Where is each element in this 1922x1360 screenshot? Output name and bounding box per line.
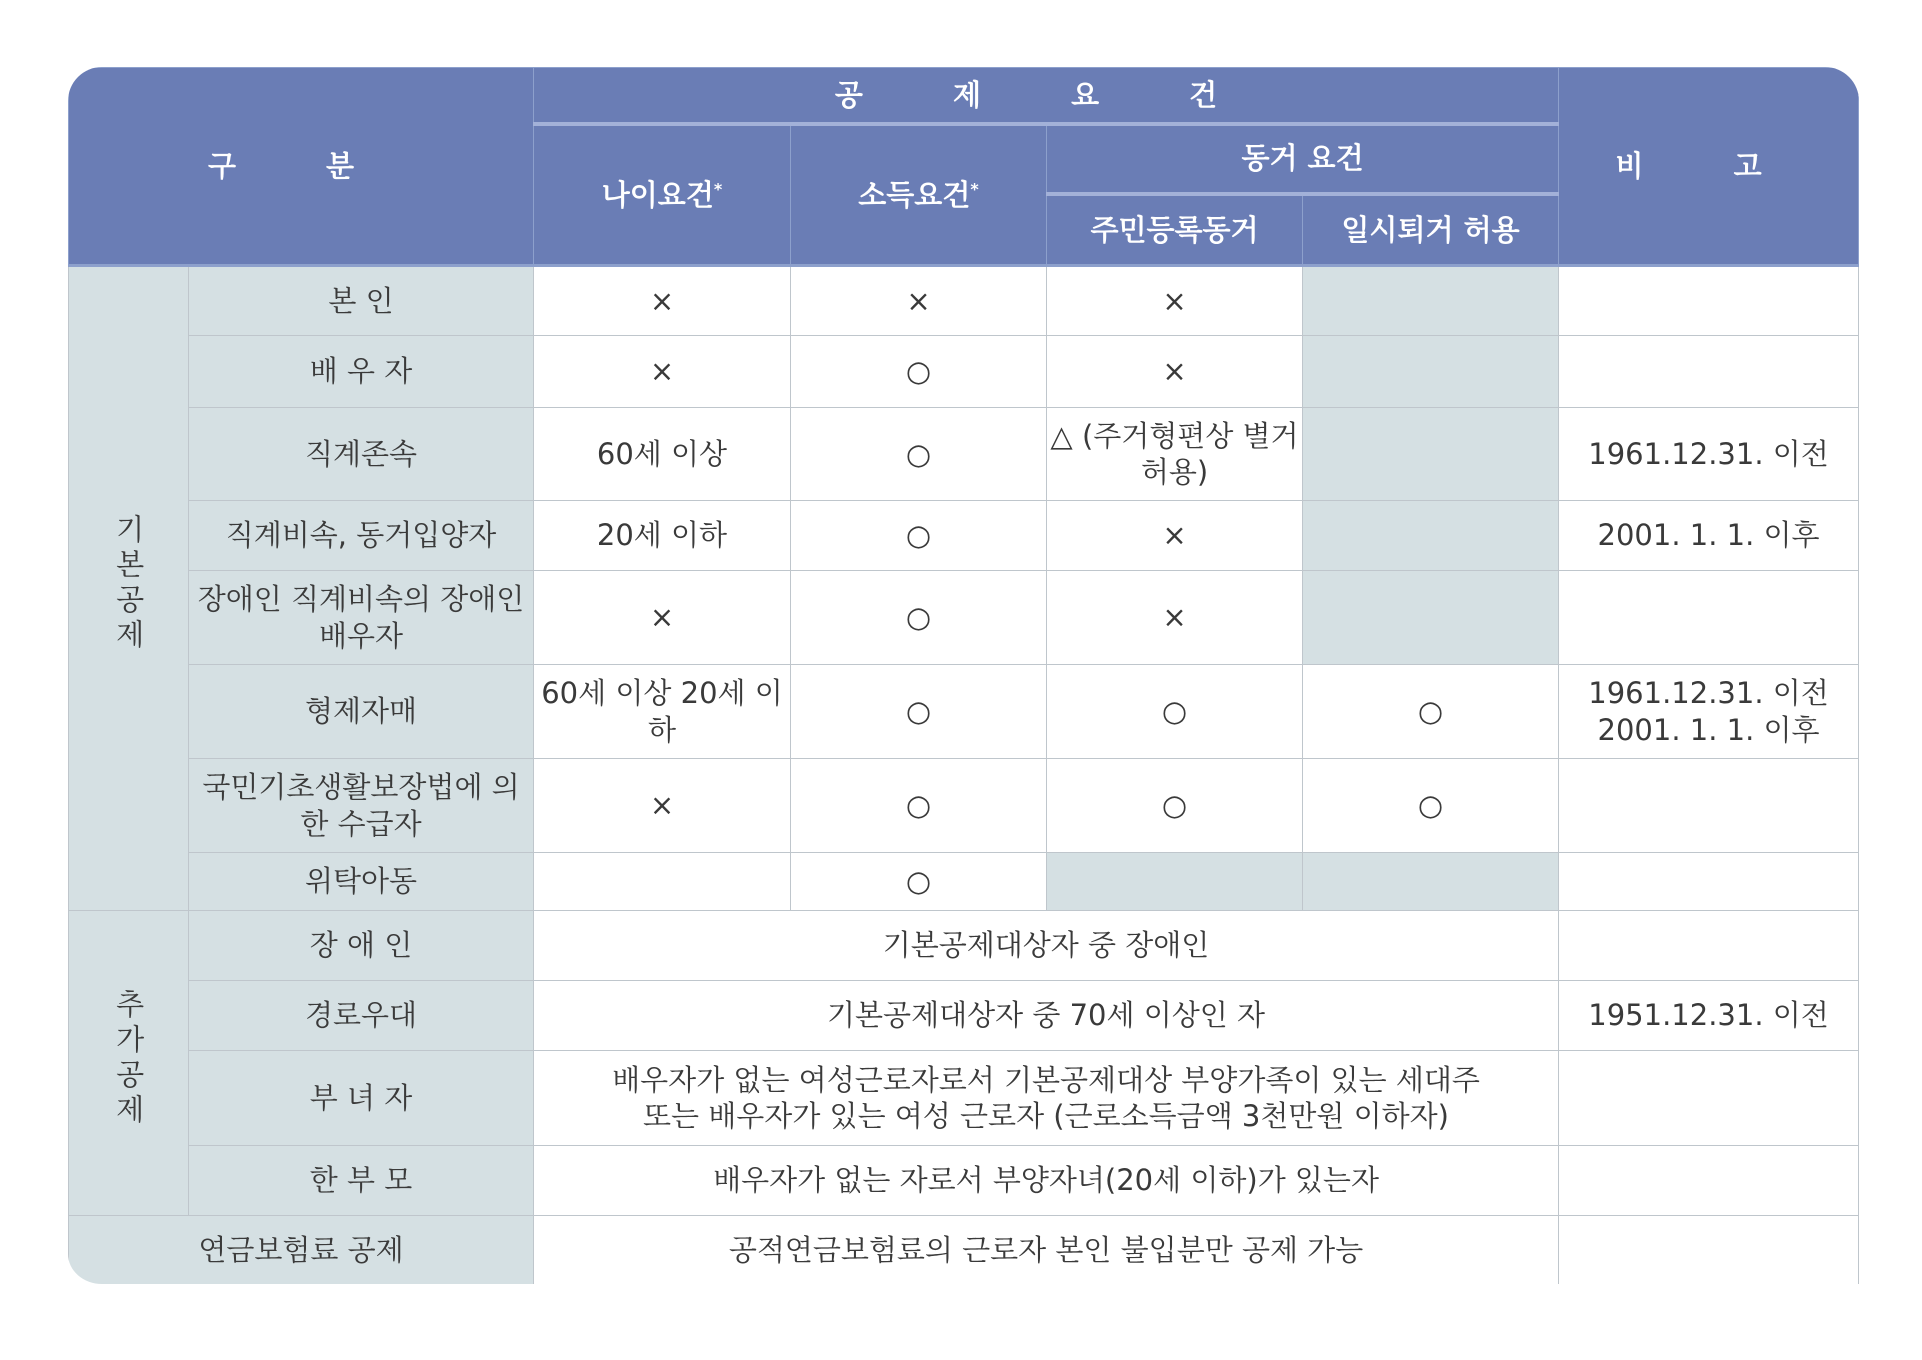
- cell-income: ○: [791, 853, 1047, 911]
- group-basic: 기본공제: [69, 266, 189, 911]
- cell-resident: ○: [1047, 665, 1303, 759]
- cell-age: ×: [534, 266, 791, 336]
- cell-resident: ×: [1047, 266, 1303, 336]
- cell-income: ○: [791, 571, 1047, 665]
- header-income: 소득요건*: [791, 124, 1047, 266]
- table-row: [69, 1146, 1859, 1216]
- cell-remarks: [1559, 266, 1859, 336]
- cell-resident: ×: [1047, 571, 1303, 665]
- cell-remarks: [1559, 1146, 1859, 1216]
- cell-resident: △ (주거형편상 별거 허용): [1047, 408, 1303, 501]
- row-requirement: 공적연금보험료의 근로자 본인 불입분만 공제 가능: [534, 1216, 1559, 1286]
- row-label: 장 애 인: [189, 911, 534, 981]
- table-row: [69, 981, 1859, 1051]
- row-label: 배 우 자: [189, 336, 534, 408]
- row-requirement: 배우자가 없는 자로서 부양자녀(20세 이하)가 있는자: [534, 1146, 1559, 1216]
- header-requirements: 공 제 요 건: [534, 68, 1559, 124]
- table-row: [69, 266, 1859, 336]
- row-remarks: [1559, 1216, 1859, 1286]
- table-row: [69, 911, 1859, 981]
- table-row: [69, 665, 1859, 759]
- cell-resident: ×: [1047, 501, 1303, 571]
- cell-temporary: ○: [1303, 665, 1559, 759]
- cell-remarks: [1559, 759, 1859, 853]
- row-requirement: 기본공제대상자 중 장애인: [534, 911, 1559, 981]
- deduction-requirements-table: [68, 67, 1859, 1288]
- cell-age: ×: [534, 759, 791, 853]
- row-label: 연금보험료 공제: [69, 1216, 534, 1286]
- cell-age: [534, 853, 791, 911]
- cell-age: ×: [534, 336, 791, 408]
- cell-temporary: [1303, 571, 1559, 665]
- cell-income: ○: [791, 336, 1047, 408]
- row-label: 형제자매: [189, 665, 534, 759]
- row-label: 직계비속, 동거입양자: [189, 501, 534, 571]
- cell-remarks: [1559, 336, 1859, 408]
- table-row: [69, 759, 1859, 853]
- table-row: [69, 1051, 1859, 1146]
- cell-temporary: ○: [1303, 759, 1559, 853]
- cell-temporary: [1303, 853, 1559, 911]
- cell-income: ○: [791, 408, 1047, 501]
- row-label: 경로우대: [189, 981, 534, 1051]
- cell-income: ○: [791, 759, 1047, 853]
- header-remarks: 비 고: [1559, 68, 1859, 266]
- cell-temporary: [1303, 408, 1559, 501]
- table-row: [69, 336, 1859, 408]
- cell-temporary: [1303, 501, 1559, 571]
- cell-income: ○: [791, 665, 1047, 759]
- cell-temporary: [1303, 266, 1559, 336]
- cell-remarks: 1951.12.31. 이전: [1559, 981, 1859, 1051]
- cell-age: ×: [534, 571, 791, 665]
- cell-temporary: [1303, 336, 1559, 408]
- cell-remarks: [1559, 1051, 1859, 1146]
- table-row: [69, 571, 1859, 665]
- cell-resident: ×: [1047, 336, 1303, 408]
- cell-remarks: 1961.12.31. 이전 2001. 1. 1. 이후: [1559, 665, 1859, 759]
- cell-remarks: 1961.12.31. 이전: [1559, 408, 1859, 501]
- row-label: 부 녀 자: [189, 1051, 534, 1146]
- cell-income: ○: [791, 501, 1047, 571]
- row-label: 본 인: [189, 266, 534, 336]
- cell-age: 20세 이하: [534, 501, 791, 571]
- row-label: 장애인 직계비속의 장애인 배우자: [189, 571, 534, 665]
- row-label: 직계존속: [189, 408, 534, 501]
- table-row: [69, 408, 1859, 501]
- row-requirement: 기본공제대상자 중 70세 이상인 자: [534, 981, 1559, 1051]
- cell-remarks: [1559, 911, 1859, 981]
- cell-remarks: [1559, 853, 1859, 911]
- pension-row: [69, 1216, 1859, 1286]
- cell-resident: [1047, 853, 1303, 911]
- header-temporary: 일시퇴거 허용: [1303, 194, 1559, 266]
- table-row: [69, 853, 1859, 911]
- cell-remarks: 2001. 1. 1. 이후: [1559, 501, 1859, 571]
- row-requirement: 배우자가 없는 여성근로자로서 기본공제대상 부양가족이 있는 세대주 또는 배우자가 있는 여성 근로자 (근로소득금액 3천만원 이하자): [534, 1051, 1559, 1146]
- group-additional: 추가공제: [69, 911, 189, 1216]
- row-label: 국민기초생활보장법에 의한 수급자: [189, 759, 534, 853]
- cell-remarks: [1559, 571, 1859, 665]
- header-resident: 주민등록동거: [1047, 194, 1303, 266]
- header-category: 구 분: [69, 68, 534, 266]
- cell-age: 60세 이상: [534, 408, 791, 501]
- cell-age: 60세 이상 20세 이하: [534, 665, 791, 759]
- header-age: 나이요건*: [534, 124, 791, 266]
- cell-resident: ○: [1047, 759, 1303, 853]
- row-label: 위탁아동: [189, 853, 534, 911]
- cell-income: ×: [791, 266, 1047, 336]
- header-cohabit: 동거 요건: [1047, 124, 1559, 194]
- table-row: [69, 501, 1859, 571]
- row-label: 한 부 모: [189, 1146, 534, 1216]
